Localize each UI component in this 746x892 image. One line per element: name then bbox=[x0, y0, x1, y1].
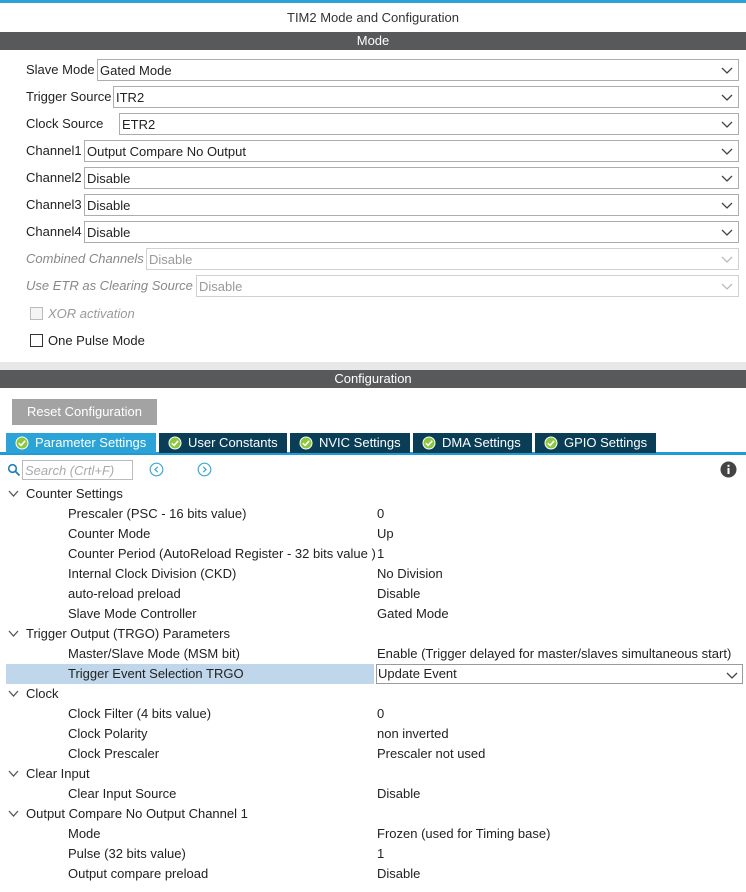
window-title: TIM2 Mode and Configuration bbox=[287, 10, 459, 25]
mode-panel bbox=[0, 50, 746, 362]
use-etr-select bbox=[196, 275, 739, 297]
previous-result-icon[interactable] bbox=[149, 462, 164, 477]
chevron-down-icon bbox=[721, 172, 733, 184]
clock-source-value: ETR2 bbox=[122, 117, 156, 132]
check-circle-icon bbox=[15, 436, 29, 450]
param-value[interactable]: 1 bbox=[377, 546, 385, 561]
tab-dma-settings[interactable] bbox=[413, 433, 532, 453]
checkbox-box bbox=[30, 307, 43, 320]
channel2-row bbox=[0, 167, 746, 189]
use-etr-value: Disable bbox=[199, 279, 243, 294]
group-counter-settings[interactable] bbox=[0, 484, 746, 504]
slave-mode-row bbox=[0, 59, 746, 81]
param-row[interactable] bbox=[0, 504, 746, 524]
group-label: Counter Settings bbox=[26, 486, 123, 501]
group-label: Clear Input bbox=[26, 766, 90, 781]
chevron-down-icon[interactable] bbox=[8, 769, 19, 778]
tab-label: User Constants bbox=[188, 435, 278, 450]
channel3-select[interactable] bbox=[84, 194, 739, 216]
param-label: Clock Polarity bbox=[68, 726, 148, 741]
param-label: Clock Prescaler bbox=[68, 746, 160, 761]
chevron-down-icon[interactable] bbox=[8, 629, 19, 638]
param-row[interactable] bbox=[0, 564, 746, 584]
param-value[interactable]: Enable (Trigger delayed for master/slaves simultaneous start) bbox=[377, 646, 732, 661]
check-circle-icon bbox=[168, 436, 182, 450]
channel2-select[interactable] bbox=[84, 167, 739, 189]
param-value[interactable]: Frozen (used for Timing base) bbox=[377, 826, 551, 841]
group-label: Clock bbox=[26, 686, 59, 701]
param-label: Clock Filter (4 bits value) bbox=[68, 706, 212, 721]
search-input[interactable] bbox=[22, 460, 133, 480]
param-value[interactable]: Disable bbox=[377, 866, 421, 881]
group-clock[interactable] bbox=[0, 684, 746, 704]
param-label: Master/Slave Mode (MSM bit) bbox=[68, 646, 240, 661]
param-row[interactable] bbox=[0, 864, 746, 884]
trigger-source-value: ITR2 bbox=[116, 90, 145, 105]
config-tabs bbox=[0, 433, 746, 455]
tab-label: GPIO Settings bbox=[564, 435, 648, 450]
trigger-source-row bbox=[0, 86, 746, 108]
combined-channels-value: Disable bbox=[149, 252, 193, 267]
chevron-down-icon[interactable] bbox=[8, 489, 19, 498]
chevron-down-icon[interactable] bbox=[8, 689, 19, 698]
param-value: Update Event bbox=[378, 666, 457, 681]
chevron-down-icon bbox=[721, 145, 733, 157]
trigger-source-label: Trigger Source bbox=[26, 89, 112, 104]
channel1-value: Output Compare No Output bbox=[87, 144, 246, 159]
param-label: Slave Mode Controller bbox=[68, 606, 197, 621]
chevron-down-icon bbox=[721, 91, 733, 103]
next-result-icon[interactable] bbox=[197, 462, 212, 477]
param-row[interactable] bbox=[0, 584, 746, 604]
param-value[interactable]: 0 bbox=[377, 506, 385, 521]
chevron-down-icon bbox=[721, 199, 733, 211]
param-value[interactable]: Prescaler not used bbox=[377, 746, 486, 761]
chevron-down-icon bbox=[726, 669, 738, 681]
group-output-compare-channel1[interactable] bbox=[0, 804, 746, 824]
chevron-down-icon bbox=[721, 64, 733, 76]
search-icon bbox=[7, 463, 21, 477]
tab-nvic-settings[interactable] bbox=[290, 433, 410, 453]
channel4-row bbox=[0, 221, 746, 243]
check-circle-icon bbox=[422, 436, 436, 450]
channel4-label: Channel4 bbox=[26, 224, 82, 239]
param-value[interactable]: Disable bbox=[377, 786, 421, 801]
channel4-value: Disable bbox=[87, 225, 131, 240]
param-label: Clear Input Source bbox=[68, 786, 177, 801]
mode-section-header: Mode bbox=[0, 32, 746, 50]
param-label: Mode bbox=[68, 826, 101, 841]
param-value[interactable]: 0 bbox=[377, 706, 385, 721]
clock-source-label: Clock Source bbox=[26, 116, 104, 131]
chevron-down-icon[interactable] bbox=[8, 809, 19, 818]
channel1-select[interactable] bbox=[84, 140, 739, 162]
channel3-value: Disable bbox=[87, 198, 131, 213]
info-icon[interactable] bbox=[720, 461, 737, 478]
param-row[interactable] bbox=[0, 724, 746, 744]
param-value[interactable]: non inverted bbox=[377, 726, 449, 741]
one-pulse-mode-label: One Pulse Mode bbox=[48, 333, 145, 348]
use-etr-label: Use ETR as Clearing Source bbox=[26, 278, 193, 293]
param-row[interactable] bbox=[0, 704, 746, 724]
param-label: Pulse (32 bits value) bbox=[68, 846, 186, 861]
checkbox-box[interactable] bbox=[30, 334, 43, 347]
reset-configuration-button[interactable]: Reset Configuration bbox=[12, 399, 157, 425]
chevron-down-icon bbox=[721, 118, 733, 130]
channel3-row bbox=[0, 194, 746, 216]
param-label: auto-reload preload bbox=[68, 586, 181, 601]
channel1-row bbox=[0, 140, 746, 162]
clock-source-select[interactable] bbox=[119, 113, 739, 135]
param-label: Output compare preload bbox=[68, 866, 209, 881]
channel2-value: Disable bbox=[87, 171, 131, 186]
param-label: Counter Mode bbox=[68, 526, 151, 541]
tab-label: Parameter Settings bbox=[35, 435, 147, 450]
param-row[interactable] bbox=[0, 604, 746, 624]
channel4-select[interactable] bbox=[84, 221, 739, 243]
channel1-label: Channel1 bbox=[26, 143, 82, 158]
slave-mode-value: Gated Mode bbox=[100, 63, 172, 78]
param-label: Trigger Event Selection TRGO bbox=[68, 666, 244, 681]
tab-label: DMA Settings bbox=[442, 435, 521, 450]
check-circle-icon bbox=[299, 436, 313, 450]
chevron-down-icon bbox=[721, 253, 733, 265]
tab-user-constants[interactable] bbox=[159, 433, 287, 453]
xor-activation-label: XOR activation bbox=[48, 306, 135, 321]
param-row-selected[interactable] bbox=[0, 664, 746, 684]
channel3-label: Channel3 bbox=[26, 197, 82, 212]
configuration-section-header: Configuration bbox=[0, 370, 746, 388]
slave-mode-select[interactable] bbox=[97, 59, 739, 81]
param-value[interactable]: Up bbox=[377, 526, 394, 541]
combined-channels-label: Combined Channels bbox=[26, 251, 144, 266]
chevron-down-icon bbox=[721, 280, 733, 292]
combined-channels-select bbox=[146, 248, 739, 270]
param-row[interactable] bbox=[0, 824, 746, 844]
trigger-source-select[interactable] bbox=[113, 86, 739, 108]
param-row[interactable] bbox=[0, 744, 746, 764]
param-label: Counter Period (AutoReload Register - 32 bits value ) bbox=[68, 546, 376, 561]
param-value[interactable]: 1 bbox=[377, 846, 385, 861]
tab-label: NVIC Settings bbox=[319, 435, 401, 450]
param-value[interactable]: Disable bbox=[377, 586, 421, 601]
use-etr-row bbox=[0, 275, 746, 297]
tab-gpio-settings[interactable] bbox=[535, 433, 656, 453]
channel2-label: Channel2 bbox=[26, 170, 82, 185]
chevron-down-icon bbox=[721, 226, 733, 238]
param-row[interactable] bbox=[0, 844, 746, 864]
check-circle-icon bbox=[544, 436, 558, 450]
combined-channels-row bbox=[0, 248, 746, 270]
param-row[interactable] bbox=[0, 524, 746, 544]
param-row[interactable] bbox=[0, 644, 746, 664]
panel-separator bbox=[0, 362, 746, 370]
group-trgo-parameters[interactable] bbox=[0, 624, 746, 644]
clock-source-row bbox=[0, 113, 746, 135]
param-value[interactable]: Gated Mode bbox=[377, 606, 449, 621]
group-label: Output Compare No Output Channel 1 bbox=[26, 806, 248, 821]
tab-parameter-settings[interactable] bbox=[6, 433, 156, 453]
trigger-event-select[interactable] bbox=[376, 664, 743, 684]
param-label: Internal Clock Division (CKD) bbox=[68, 566, 237, 581]
param-label: Prescaler (PSC - 16 bits value) bbox=[68, 506, 247, 521]
group-label: Trigger Output (TRGO) Parameters bbox=[26, 626, 230, 641]
slave-mode-label: Slave Mode bbox=[26, 62, 95, 77]
group-clear-input[interactable] bbox=[0, 764, 746, 784]
param-value[interactable]: No Division bbox=[377, 566, 443, 581]
param-row[interactable] bbox=[0, 544, 746, 564]
param-row[interactable] bbox=[0, 784, 746, 804]
